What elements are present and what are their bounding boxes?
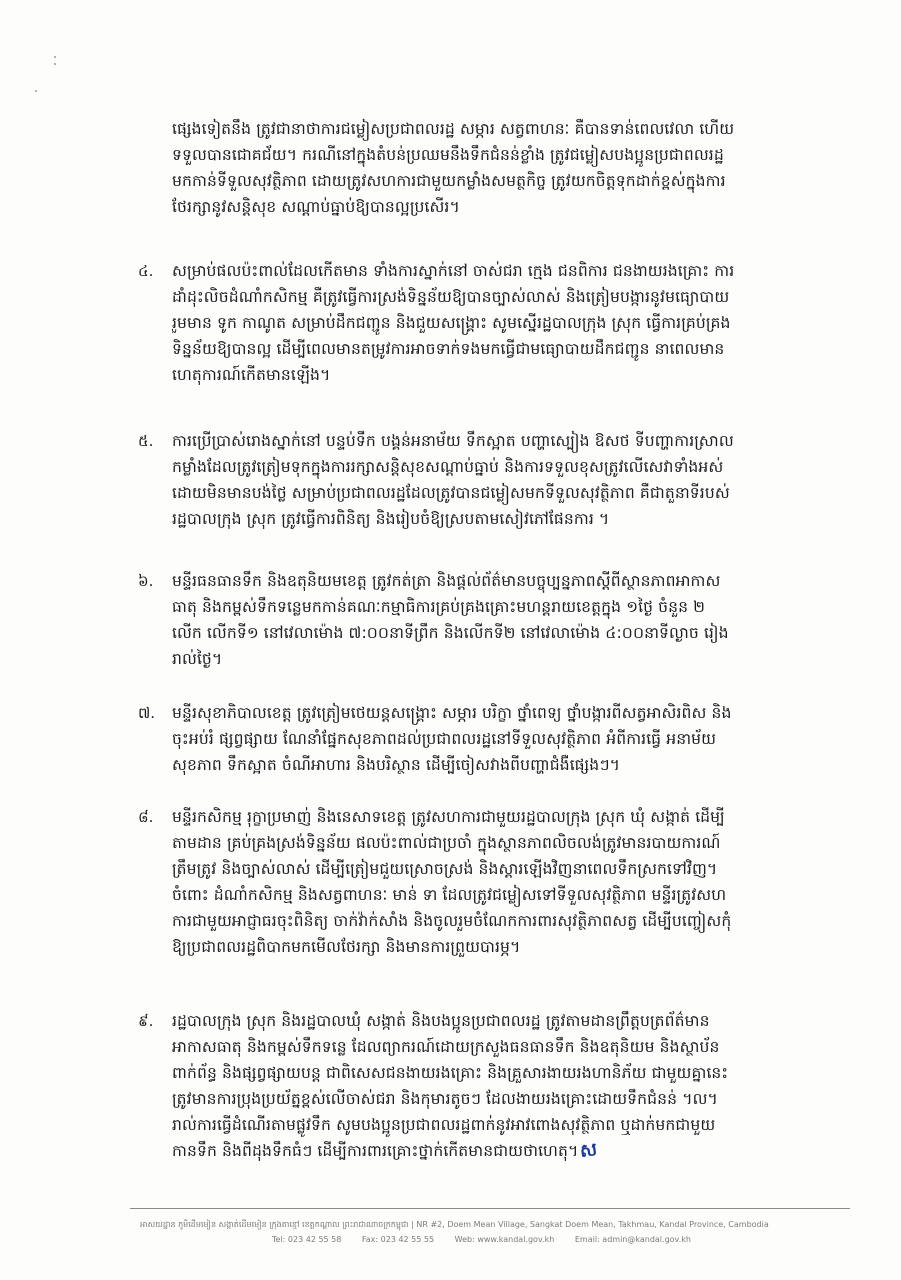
text-line: ផ្សេងទៀតនឹង ត្រូវជានាថាការជម្លៀសប្រជាពលរដ្ឋ សម្ភារ សត្វពាហនៈ គឺបានទាន់ពេលវេលា ហើយ — [172, 120, 735, 138]
text-line: ដោយមិនមានបង់ថ្លៃ សម្រាប់ប្រជាពលរដ្ឋដែលត្រូវបានជម្លៀសមកទីទួលសុវត្ថិភាព គឺជាតួនាទីរបស់ — [172, 484, 730, 502]
text-line: កម្លាំងដែលត្រូវត្រៀមទុកក្នុងការរក្សាសន្តិសុខសណ្តាប់ធ្នាប់ និងការទទួលខុសត្រូវលើសេវាទាំងអស់ — [172, 458, 724, 476]
paragraph-number: ៦. — [138, 572, 154, 590]
paragraph-body — [172, 568, 830, 672]
footer-address: អាសយដ្ឋាន ភូមិដើមមៀន សង្កាត់ដើមមៀន ក្រុងតាខ្មៅ ខេត្តកណ្ដាល ព្រះរាជាណាចក្រកម្ពុជា | NR #2, Doem Mean Village, Sangkat Doem Mean, Takhmau, Kandal Province, Cambodia — [140, 1220, 769, 1229]
text-line: រាល់ថ្ងៃ។ — [172, 650, 223, 668]
footer-web: Web: www.kandal.gov.kh — [454, 1235, 555, 1244]
footer-tel: Tel: 023 42 55 58 — [272, 1235, 342, 1244]
text-line: ចំពោះ ដំណាំកសិកម្ម និងសត្វពាហនៈ មាន់ ទា ដែលត្រូវជម្លៀសទៅទីទួលសុវត្ថិភាព មន្ទីរត្រូវសហ — [172, 886, 727, 904]
scan-speck — [54, 63, 56, 65]
footer-contacts — [272, 1235, 852, 1244]
paragraph-body — [172, 700, 830, 778]
paragraph-body — [172, 116, 830, 220]
footer-divider — [130, 1208, 850, 1209]
text-line: ដាំដុះលិចដំណាំកសិកម្ម គឺត្រូវធ្វើការស្រង់ទិន្នន័យឱ្យបានច្បាស់លាស់ និងត្រៀមបង្ការនូវមធ្យោបាយ — [172, 288, 730, 306]
paragraph-body — [172, 804, 830, 960]
scan-speck — [35, 90, 37, 92]
text-line: សម្រាប់ផលប៉ះពាល់ដែលកើតមាន ទាំងការស្នាក់នៅ ចាស់ជរា ក្មេង ជនពិការ ជនងាយរងគ្រោះ ការ — [172, 262, 735, 280]
text-line-content: កានទឹក និងពីដុងទឹកធំៗ ដើម្បីការពារគ្រោះថ្នាក់កើតមានជាយថាហេតុ។ — [172, 1142, 579, 1160]
text-line: តាមដាន គ្រប់គ្រងស្រង់ទិន្នន័យ ផលប៉ះពាល់ជាប្រចាំ ក្នុងស្ថានភាពលិចលង់ត្រូវមានរបាយការណ៍ — [172, 834, 721, 852]
text-line: ទិន្នន័យឱ្យបានល្អ ដើម្បីពេលមានតម្រូវការអាចទាក់ទងមកធ្វើជាមធ្យោបាយដឹកជញ្ជូន នាពេលមាន — [172, 340, 725, 358]
text-line: ពាក់ព័ន្ធ និងផ្សព្វផ្សាយបន្ត ជាពិសេសជនងាយរងគ្រោះ និងគ្រួសារងាយរងហានិភ័យ ជាមួយគ្នានេះ — [172, 1064, 729, 1082]
text-line: លើក លើកទី១ នៅវេលាម៉ោង ៧:០០នាទីព្រឹក និងលើកទី២ នៅវេលាម៉ោង ៤:០០នាទីល្ងាច រៀង — [172, 624, 729, 642]
text-line: ត្រូវមានការប្រុងប្រយ័ត្នខ្ពស់លើចាស់ជរា និងកុមារតូចៗ ដែលងាយរងគ្រោះដោយទឹកជំនន់ ។ល។ — [172, 1090, 718, 1108]
paragraph-body — [172, 258, 830, 388]
text-line: ធាតុ និងកម្ពស់ទឹកទន្លេមកកាន់គណៈកម្មាធិការគ្រប់គ្រងគ្រោះមហន្តរាយខេត្តក្នុង ១ថ្ងៃ ចំនួន ២ — [172, 598, 706, 616]
initial-signature-mark: ស — [578, 1138, 599, 1163]
paragraph-number: ៨. — [138, 808, 154, 826]
paragraph-number: ៩. — [138, 1012, 154, 1030]
paragraph-number: ៤. — [138, 262, 154, 280]
text-line: ចុះអប់រំ ផ្សព្វផ្សាយ ណែនាំផ្នែកសុខភាពដល់ប្រជាពលរដ្ឋនៅទីទួលសុវត្ថិភាព អំពីការធ្វើ អនាម័យ — [172, 730, 717, 748]
text-line: រដ្ឋបាលក្រុង ស្រុក និងរដ្ឋបាលឃុំ សង្កាត់ និងបងប្អូនប្រជាពលរដ្ឋ ត្រូវតាមដានព្រឹត្តបត្រព័ត៌មាន — [172, 1012, 710, 1030]
footer-email: Email: admin@kandal.gov.kh — [574, 1235, 691, 1244]
text-line: សុខភាព ទឹកស្អាត ចំណីអាហារ និងបរិស្ថាន ដើម្បីចៀសវាងពីបញ្ហាជំងឺផ្សេងៗ។ — [172, 756, 621, 774]
paragraph-number: ៧. — [138, 704, 156, 722]
paragraph-body — [172, 1008, 830, 1164]
text-line: អាកាសធាតុ និងកម្ពស់ទឹកទន្លេ ដែលព្យាករណ៍ដោយក្រសួងធនធានទឹក និងឧតុនិយម និងស្ថាប័ន — [172, 1038, 720, 1056]
scan-speck — [54, 56, 56, 58]
text-line: ការប្រើប្រាស់រោងស្នាក់នៅ បន្ទប់ទឹក បង្គន់អនាម័យ ទឹកស្អាត បញ្ហាស្បៀង ឱសថ ទីបញ្ហាការស្រាល — [172, 432, 734, 450]
text-line: ឱ្យប្រជាពលរដ្ឋពិបាកមកមើលថែរក្សា និងមានការព្រួយបារម្ភ។ — [172, 938, 521, 956]
text-line: ការជាមួយអាជ្ញាធរចុះពិនិត្យ ចាក់វ៉ាក់សាំង និងចូលរួមចំណែកការពារសុវត្ថិភាពសត្វ ដើម្បីបញ្ចៀសកុំ — [172, 912, 732, 930]
text-line: រដ្ឋបាលក្រុង ស្រុក ត្រូវធ្វើការពិនិត្យ និងរៀបចំឱ្យស្របតាមសៀវភៅផែនការ ។ — [172, 510, 610, 528]
text-line: រាល់ការធ្វើដំណើរតាមផ្លូវទឹក សូមបងប្អូនប្រជាពលរដ្ឋពាក់នូវអាវពោងសុវត្ថិភាព ឬដាក់មកជាមួយ — [172, 1116, 716, 1134]
text-line: មន្ទីរធនធានទឹក និងឧតុនិយមខេត្ត ត្រូវកត់ត្រា និងផ្តល់ព័ត៌មានបច្ចុប្បន្នភាពស្តីពីស្ថានភាពអាកាស — [172, 572, 721, 590]
text-line: ថែរក្សានូវសន្តិសុខ សណ្តាប់ធ្នាប់ឱ្យបានល្អប្រសើរ។ — [172, 198, 460, 216]
text-line: ហេតុការណ៍កើតមានឡើង។ — [172, 366, 331, 384]
text-line: ត្រឹមត្រូវ និងច្បាស់លាស់ ដើម្បីត្រៀមជួយស្រោចស្រង់ និងស្តារឡើងវិញនាពេលទឹកស្រកទៅវិញ។ — [172, 860, 718, 878]
paragraph-number: ៥. — [138, 432, 154, 450]
footer-fax: Fax: 023 42 55 55 — [361, 1235, 435, 1244]
text-line: រួមមាន ទូក កាណូត សម្រាប់ដឹកជញ្ជូន និងជួយសង្គ្រោះ សូមស្នើរដ្ឋបាលក្រុង ស្រុក ធ្វើការគ្រប់គ្រង — [172, 314, 731, 332]
text-line: ទទួលបានជោគជ័យ។ ករណីនៅក្នុងតំបន់ប្រឈមនឹងទឹកជំនន់ខ្លាំង ត្រូវជម្លៀសបងប្អូនប្រជាពលរដ្ឋ — [172, 146, 724, 164]
text-line: មន្ទីរកសិកម្ម រុក្ខាប្រមាញ់ និងនេសាទខេត្ត ត្រូវសហការជាមួយរដ្ឋបាលក្រុង ស្រុក ឃុំ សង្កាត់ ដើម្បី — [172, 808, 725, 826]
paragraph-body — [172, 428, 830, 532]
text-line — [172, 1138, 830, 1164]
text-line: មកកាន់ទីទួលសុវត្ថិភាព ដោយត្រូវសហការជាមួយកម្លាំងសមត្ថកិច្ច ត្រូវយកចិត្តទុកដាក់ខ្ពស់ក្នុងការ — [172, 172, 726, 190]
text-line: មន្ទីរសុខាភិបាលខេត្ត ត្រូវត្រៀមថេយន្តសង្គ្រោះ សម្ភារ បរិក្ខា ថ្នាំពេទ្យ ថ្នាំបង្ការពីសត្វអាសិរពិស និង — [172, 704, 732, 722]
